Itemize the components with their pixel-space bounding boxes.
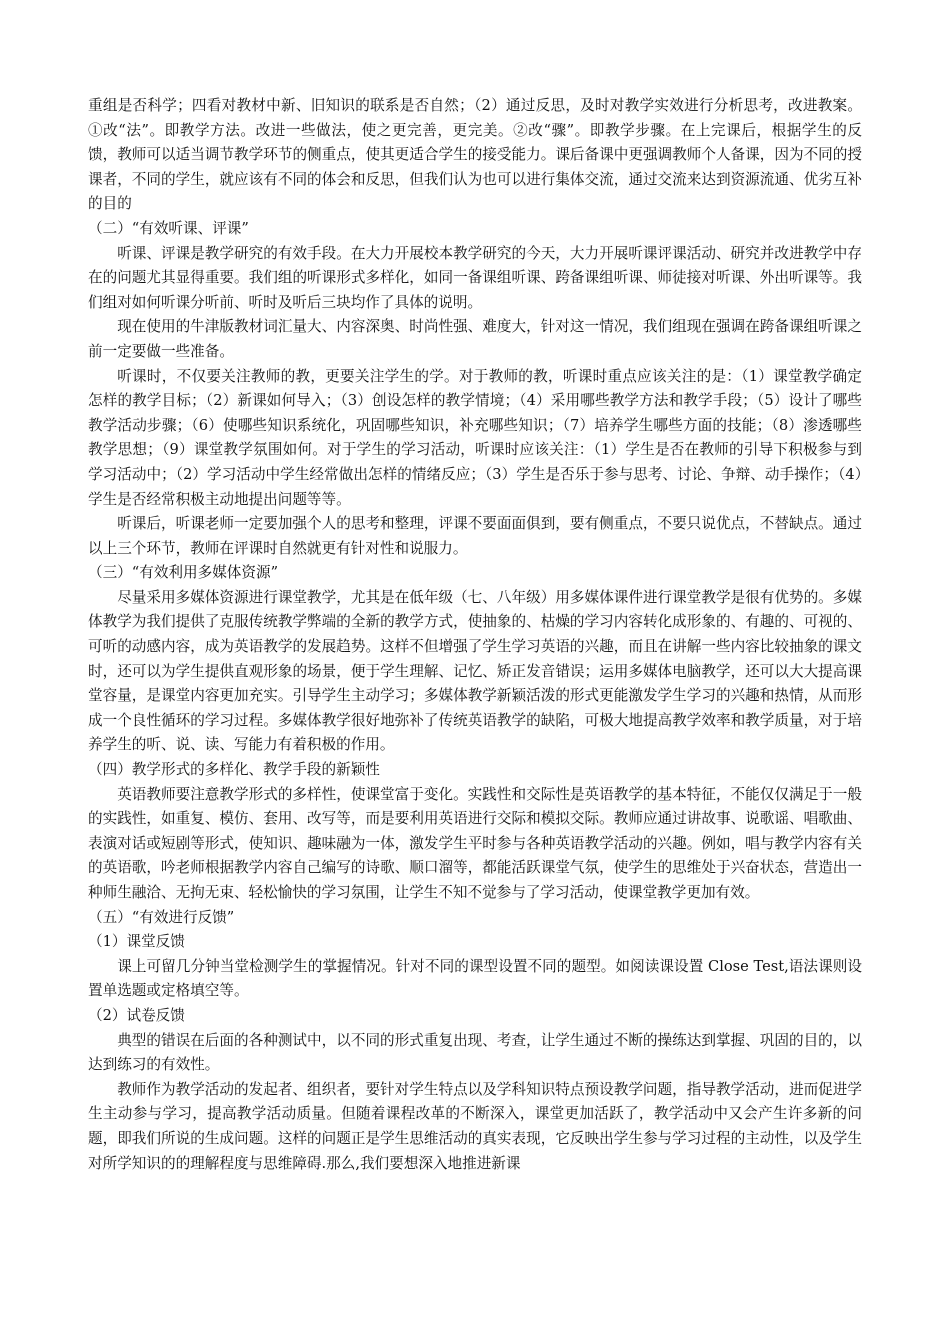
body-paragraph: 典型的错误在后面的各种测试中，以不同的形式重复出现、考查，让学生通过不断的操练达到掌握、巩固的目的，以达到练习的有效性。 [88,1031,862,1074]
body-paragraph: 听课、评课是教学研究的有效手段。在大力开展校本教学研究的今天，大力开展听课评课活动、研究并改进教学中存在的问题尤其显得重要。我们组的听课形式多样化，如同一备课组听课、跨备课组听课、师徒接对听课、外出听课等。我们组对如何听课分听前、听时及听后三块均作了具体的说明。 [88,244,862,311]
subsection-heading: （1）课堂反馈 [88,933,185,951]
body-paragraph: 听课后，听课老师一定要加强个人的思考和整理，评课不要面面俱到，要有侧重点，不要只说优点，不替缺点。通过以上三个环节，教师在评课时自然就更有针对性和说服力。 [88,515,862,557]
section-heading: （二）“有效听课、评课” [88,219,249,237]
section-heading: （五）“有效进行反馈” [88,908,235,926]
body-paragraph: 听课时，不仅要关注教师的教，更要关注学生的学。对于教师的教，听课时重点应该关注的是：（1）课堂教学确定怎样的教学目标；（2）新课如何导入；（3）创设怎样的教学情境；（4）采用哪些教学方法和教学手段；（5）设计了哪些教学活动步骤；（6）使哪些知识系统化，巩固哪些知识，补充哪些知识；（7）培养学生哪些方面的技能；（8）渗透哪些教学思想；（9）课堂教学氛围如何。对于学生的学习活动，听课时应该关注：（1）学生是否在教师的引导下积极参与到学习活动中；（2）学习活动中学生经常做出怎样的情绪反应；（3）学生是否乐于参与思考、讨论、争辩、动手操作；（4）学生是否经常积极主动地提出问题等等。 [88,367,862,508]
section-heading: （三）“有效利用多媒体资源” [88,564,279,582]
section-heading: （四）教学形式的多样化、教学手段的新颖性 [88,761,380,779]
body-paragraph: 尽量采用多媒体资源进行课堂教学，尤其是在低年级（七、八年级）用多媒体课件进行课堂教学是很有优势的。多媒体教学为我们提供了克服传统教学弊端的全新的教学方式，使抽象的、枯燥的学习内容转化成形象的、有趣的、可视的、可听的动感内容，成为英语教学的发展趋势。这样不但增强了学生学习英语的兴趣，而且在讲解一些内容比较抽象的课文时，还可以为学生提供直观形象的场景，便于学生理解、记忆、矫正发音错误；运用多媒体电脑教学，还可以大大提高课堂容量，是课堂内容更加充实。引导学生主动学习；多媒体教学新颖活泼的形式更能激发学生学习的兴趣和热情，从而形成一个良性循环的学习过程。多媒体教学很好地弥补了传统英语教学的缺陷，可极大地提高教学效率和教学质量，对于培养学生的听、说、读、写能力有着积极的作用。 [88,588,862,754]
body-paragraph: 教师作为教学活动的发起者、组织者，要针对学生特点以及学科知识特点预设教学问题，指导教学活动，进而促进学生主动参与学习，提高教学活动质量。但随着课程改革的不断深入，课堂更加活跃了，教学活动中又会产生许多新的问题，即我们所说的生成问题。这样的问题正是学生思维活动的真实表现，它反映出学生参与学习过程的主动性，以及学生对所学知识的的理解程度与思维障碍.那么,我们要想深入地推进新课 [88,1080,862,1172]
body-paragraph: 课上可留几分钟当堂检测学生的掌握情况。针对不同的课型设置不同的题型。如阅读课设置 Close Test,语法课则设置单选题或定格填空等。 [88,957,862,1000]
subsection-heading: （2）试卷反馈 [88,1006,185,1024]
body-paragraph: 重组是否科学；四看对教材中新、旧知识的联系是否自然；（2）通过反思，及时对教学实效进行分析思考，改进教案。①改“法”。即教学方法。改进一些做法，使之更完善，更完美。②改“骤”。即教学步骤。在上完课后，根据学生的反馈，教师可以适当调节教学环节的侧重点，使其更适合学生的接受能力。课后备课中更强调教师个人备课，因为不同的授课者，不同的学生，就应该有不同的体会和反思，但我们认为也可以进行集体交流，通过交流来达到资源流通、优劣互补的目的 [88,97,862,213]
body-paragraph: 英语教师要注意教学形式的多样性，使课堂富于变化。实践性和交际性是英语教学的基本特征，不能仅仅满足于一般的实践性，如重复、模仿、套用、改写等，而是要利用英语进行交际和模拟交际。教师应通过讲故事、说歌谣、唱歌曲、表演对话或短剧等形式，使知识、趣味融为一体，激发学生平时参与各种英语教学活动的兴趣。例如，唱与教学内容有关的英语歌，吟老师根据教学内容自己编写的诗歌、顺口溜等，都能活跃课堂气氛，使学生的思维处于兴奋状态，营造出一种师生融洽、无拘无束、轻松愉快的学习氛围，让学生不知不觉参与了学习活动，使课堂教学更加有效。 [88,785,862,901]
body-paragraph: 现在使用的牛津版教材词汇量大、内容深奥、时尚性强、难度大，针对这一情况，我们组现在强调在跨备课组听课之前一定要做一些准备。 [88,318,862,360]
